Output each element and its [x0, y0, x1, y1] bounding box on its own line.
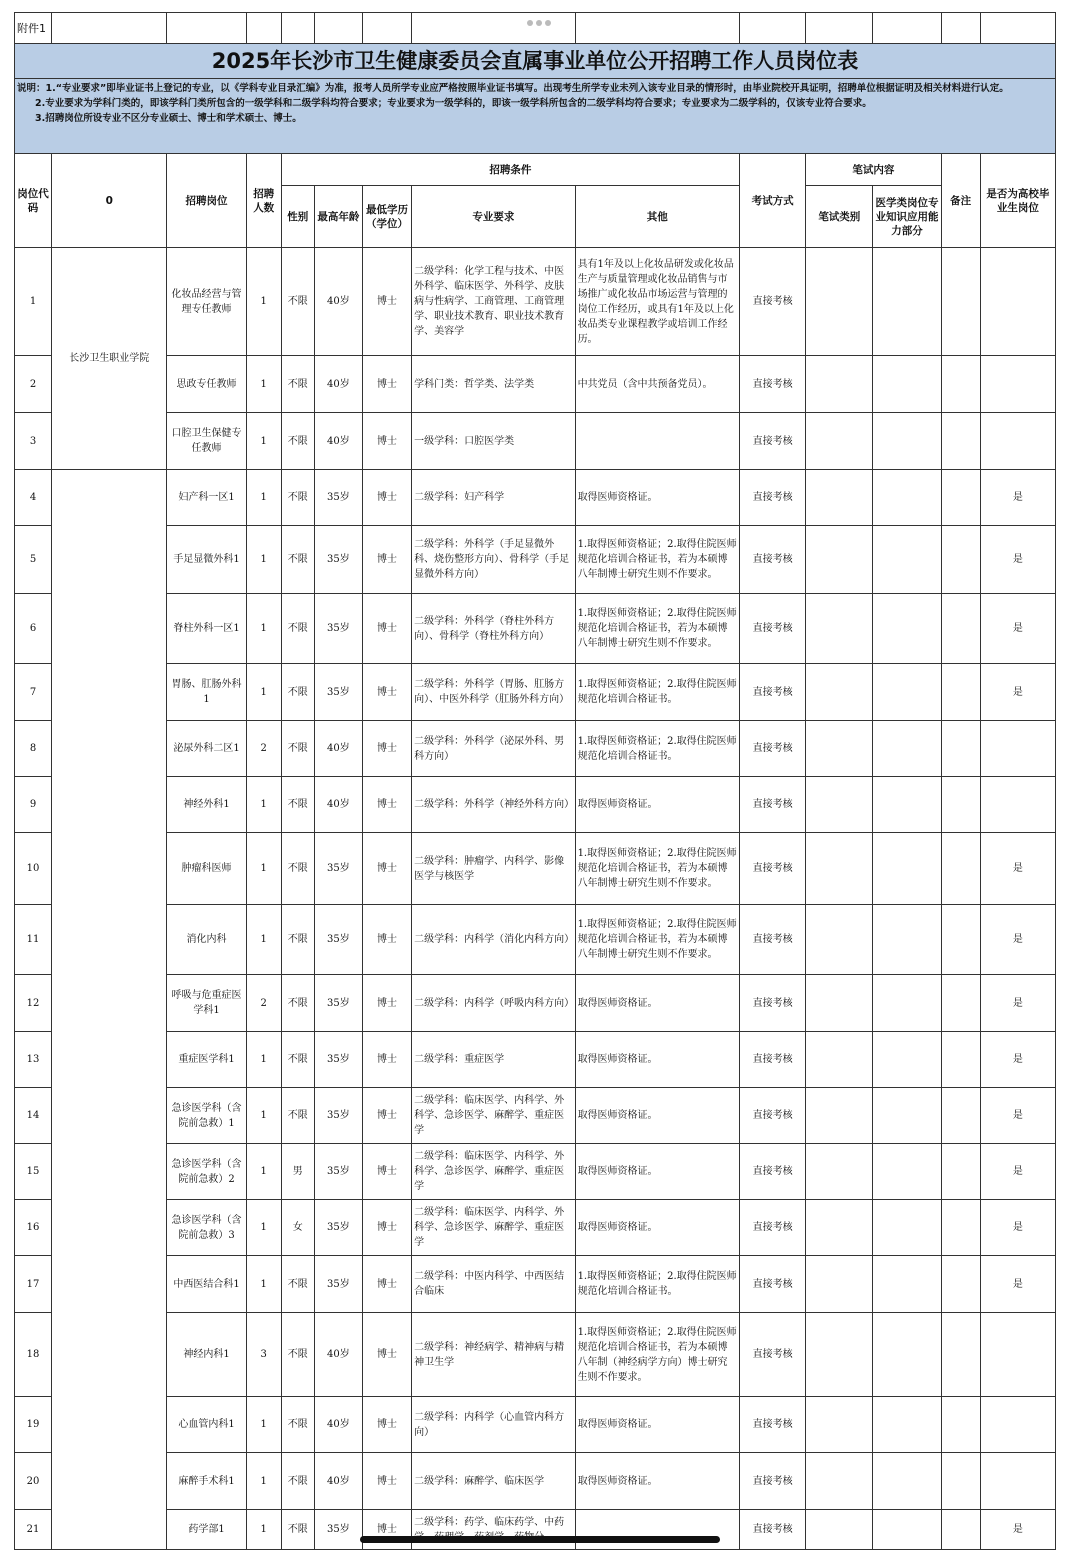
cell-code: 12	[15, 975, 52, 1032]
header-med-part: 医学类岗位专业知识应用能力部分	[873, 186, 941, 248]
cell-edu: 博士	[362, 248, 411, 356]
cell-grad: 是	[980, 470, 1055, 526]
header-major: 专业要求	[412, 186, 575, 248]
cell-post: 麻醉手术科1	[167, 1453, 246, 1510]
cell-edu: 博士	[362, 1144, 411, 1200]
cell-other: 取得医师资格证。	[575, 1032, 739, 1088]
cell-major: 二级学科：外科学（脊柱外科方向）、骨科学（脊柱外科方向）	[412, 594, 575, 664]
header-exam-method: 考试方式	[740, 154, 806, 248]
header-unit: 0	[52, 154, 167, 248]
cell-post: 口腔卫生保健专任教师	[167, 413, 246, 470]
cell-edu: 博士	[362, 413, 411, 470]
note-2: 2.专业要求为学科门类的，即该学科门类所包含的一级学科和二级学科均符合要求；专业要求为一级学科的，即该一级学科所包含的二级学科均符合要求；专业要求为二级学科的，仅该专业符合要求。	[35, 98, 872, 109]
page-title: 2025年长沙市卫生健康委员会直属事业单位公开招聘工作人员岗位表	[15, 44, 1056, 79]
cell-exam: 直接考核	[740, 721, 806, 777]
table-row	[15, 248, 1056, 356]
cell-post: 重症医学科1	[167, 1032, 246, 1088]
cell-major: 二级学科：内科学（心血管内科方向）	[412, 1397, 575, 1453]
cell-edu: 博士	[362, 664, 411, 721]
cell-exam: 直接考核	[740, 413, 806, 470]
cell-major: 二级学科：内科学（呼吸内科方向）	[412, 975, 575, 1032]
cell-gender: 不限	[281, 1088, 314, 1144]
cell-exam: 直接考核	[740, 905, 806, 975]
cell-exam: 直接考核	[740, 1313, 806, 1397]
header-written-type: 笔试类别	[806, 186, 873, 248]
cell-age: 35岁	[314, 975, 362, 1032]
cell-unit: 长沙卫生职业学院	[52, 248, 167, 470]
cell-code: 18	[15, 1313, 52, 1397]
table-row	[15, 905, 1056, 975]
cell-edu: 博士	[362, 470, 411, 526]
cell-code: 6	[15, 594, 52, 664]
cell-exam: 直接考核	[740, 526, 806, 594]
cell-exam: 直接考核	[740, 1032, 806, 1088]
cell-gender: 男	[281, 1144, 314, 1200]
table-row	[15, 777, 1056, 833]
cell-post: 妇产科一区1	[167, 470, 246, 526]
cell-code: 11	[15, 905, 52, 975]
cell-count: 1	[246, 777, 281, 833]
cell-code: 13	[15, 1032, 52, 1088]
cell-edu: 博士	[362, 526, 411, 594]
table-row	[15, 1144, 1056, 1200]
cell-grad	[980, 248, 1055, 356]
cell-age: 35岁	[314, 1088, 362, 1144]
table-row	[15, 1453, 1056, 1510]
cell-other: 1.取得医师资格证；2.取得住院医师规范化培训合格证书，若为本硕博八年制博士研究生则不作要求。	[575, 833, 739, 905]
cell-gender: 不限	[281, 470, 314, 526]
cell-code: 2	[15, 356, 52, 413]
cell-exam: 直接考核	[740, 1256, 806, 1313]
cell-count: 3	[246, 1313, 281, 1397]
cell-other: 1.取得医师资格证；2.取得住院医师规范化培训合格证书，若为本硕博八年制博士研究生则不作要求。	[575, 594, 739, 664]
cell-edu: 博士	[362, 975, 411, 1032]
cell-count: 1	[246, 470, 281, 526]
cell-post: 脊柱外科一区1	[167, 594, 246, 664]
cell-other: 取得医师资格证。	[575, 1397, 739, 1453]
cell-count: 1	[246, 413, 281, 470]
cell-other: 1.取得医师资格证；2.取得住院医师规范化培训合格证书。	[575, 721, 739, 777]
cell-code: 14	[15, 1088, 52, 1144]
cell-count: 1	[246, 1088, 281, 1144]
cell-post: 手足显微外科1	[167, 526, 246, 594]
cell-other: 1.取得医师资格证；2.取得住院医师规范化培训合格证书。	[575, 1256, 739, 1313]
cell-edu: 博士	[362, 777, 411, 833]
cell-age: 35岁	[314, 526, 362, 594]
cell-post: 神经外科1	[167, 777, 246, 833]
recruitment-sheet	[14, 12, 1056, 1550]
cell-gender: 不限	[281, 248, 314, 356]
cell-count: 1	[246, 1032, 281, 1088]
header-is-grad: 是否为高校毕业生岗位	[980, 154, 1055, 248]
cell-edu: 博士	[362, 1510, 411, 1550]
cell-exam: 直接考核	[740, 1144, 806, 1200]
cell-exam: 直接考核	[740, 356, 806, 413]
cell-major: 二级学科：神经病学、精神病与精神卫生学	[412, 1313, 575, 1397]
table-row	[15, 1313, 1056, 1397]
cell-post: 药学部1	[167, 1510, 246, 1550]
cell-code: 15	[15, 1144, 52, 1200]
cell-exam: 直接考核	[740, 248, 806, 356]
table-row	[15, 594, 1056, 664]
cell-code: 16	[15, 1200, 52, 1256]
cell-gender: 不限	[281, 526, 314, 594]
cell-gender: 不限	[281, 833, 314, 905]
cell-exam: 直接考核	[740, 1510, 806, 1550]
cell-gender: 不限	[281, 777, 314, 833]
table-row	[15, 1256, 1056, 1313]
cell-count: 1	[246, 356, 281, 413]
cell-other: 1.取得医师资格证；2.取得住院医师规范化培训合格证书，若为本硕博八年制（神经病学方向）博士研究生则不作要求。	[575, 1313, 739, 1397]
cell-major: 二级学科：内科学（消化内科方向）	[412, 905, 575, 975]
cell-grad	[980, 1397, 1055, 1453]
cell-grad: 是	[980, 905, 1055, 975]
cell-edu: 博士	[362, 356, 411, 413]
cell-gender: 不限	[281, 1453, 314, 1510]
cell-major: 一级学科：口腔医学类	[412, 413, 575, 470]
cell-exam: 直接考核	[740, 470, 806, 526]
cell-post: 心血管内科1	[167, 1397, 246, 1453]
cell-post: 泌尿外科二区1	[167, 721, 246, 777]
cell-post: 急诊医学科（含院前急救）3	[167, 1200, 246, 1256]
header-max-age: 最高年龄	[314, 186, 362, 248]
cell-grad: 是	[980, 1144, 1055, 1200]
cell-age: 35岁	[314, 1256, 362, 1313]
cell-age: 35岁	[314, 664, 362, 721]
cell-gender: 不限	[281, 1510, 314, 1550]
cell-major: 二级学科：重症医学	[412, 1032, 575, 1088]
header-other: 其他	[575, 186, 739, 248]
cell-post: 胃肠、肛肠外科1	[167, 664, 246, 721]
header-remark: 备注	[941, 154, 980, 248]
cell-edu: 博士	[362, 1088, 411, 1144]
cell-age: 40岁	[314, 356, 362, 413]
cell-major: 二级学科：临床医学、内科学、外科学、急诊医学、麻醉学、重症医学	[412, 1200, 575, 1256]
cell-other	[575, 413, 739, 470]
position-table	[14, 12, 1056, 1550]
cell-count: 1	[246, 1453, 281, 1510]
cell-grad: 是	[980, 594, 1055, 664]
table-row	[15, 356, 1056, 413]
cell-age: 40岁	[314, 1397, 362, 1453]
cell-post: 消化内科	[167, 905, 246, 975]
cell-count: 1	[246, 248, 281, 356]
cell-edu: 博士	[362, 1453, 411, 1510]
cell-other: 取得医师资格证。	[575, 1453, 739, 1510]
cell-grad	[980, 1453, 1055, 1510]
table-row	[15, 664, 1056, 721]
cell-age: 35岁	[314, 470, 362, 526]
cell-gender: 不限	[281, 1313, 314, 1397]
table-row	[15, 721, 1056, 777]
cell-major: 二级学科：临床医学、内科学、外科学、急诊医学、麻醉学、重症医学	[412, 1088, 575, 1144]
cell-age: 40岁	[314, 777, 362, 833]
cell-code: 7	[15, 664, 52, 721]
cell-age: 35岁	[314, 1510, 362, 1550]
cell-gender: 不限	[281, 905, 314, 975]
cell-grad: 是	[980, 1088, 1055, 1144]
cell-grad	[980, 413, 1055, 470]
cell-grad: 是	[980, 1510, 1055, 1550]
cell-post: 思政专任教师	[167, 356, 246, 413]
note-3: 3.招聘岗位所设专业不区分专业硕士、博士和学术硕士、博士。	[35, 113, 302, 124]
cell-other: 1.取得医师资格证；2.取得住院医师规范化培训合格证书。	[575, 664, 739, 721]
cell-gender: 不限	[281, 413, 314, 470]
cell-code: 4	[15, 470, 52, 526]
cell-other: 取得医师资格证。	[575, 470, 739, 526]
cell-post: 肿瘤科医师	[167, 833, 246, 905]
cell-other: 具有1年及以上化妆品研发或化妆品生产与质量管理或化妆品销售与市场推广或化妆品市场运营与管理的岗位工作经历，或具有1年及以上化妆品类专业课程教学或培训工作经历。	[575, 248, 739, 356]
cell-post: 中西医结合科1	[167, 1256, 246, 1313]
cell-other: 取得医师资格证。	[575, 1144, 739, 1200]
cell-gender: 不限	[281, 664, 314, 721]
cell-post: 呼吸与危重症医学科1	[167, 975, 246, 1032]
cell-count: 1	[246, 905, 281, 975]
cell-code: 10	[15, 833, 52, 905]
table-row	[15, 975, 1056, 1032]
header-conditions: 招聘条件	[281, 154, 739, 186]
cell-count: 1	[246, 833, 281, 905]
cell-code: 8	[15, 721, 52, 777]
cell-exam: 直接考核	[740, 1397, 806, 1453]
cell-gender: 不限	[281, 721, 314, 777]
cell-gender: 不限	[281, 594, 314, 664]
cell-count: 1	[246, 526, 281, 594]
cell-edu: 博士	[362, 1313, 411, 1397]
cell-other	[575, 1510, 739, 1550]
table-row	[15, 833, 1056, 905]
cell-edu: 博士	[362, 594, 411, 664]
cell-age: 35岁	[314, 833, 362, 905]
cell-age: 40岁	[314, 1453, 362, 1510]
cell-gender: 不限	[281, 1256, 314, 1313]
cell-age: 35岁	[314, 905, 362, 975]
cell-edu: 博士	[362, 721, 411, 777]
cell-grad: 是	[980, 975, 1055, 1032]
cell-code: 20	[15, 1453, 52, 1510]
cell-gender: 不限	[281, 975, 314, 1032]
cell-major: 二级学科：外科学（泌尿外科、男科方向）	[412, 721, 575, 777]
cell-post: 化妆品经营与管理专任教师	[167, 248, 246, 356]
header-code: 岗位代码	[15, 154, 52, 248]
cell-other: 取得医师资格证。	[575, 777, 739, 833]
cell-exam: 直接考核	[740, 975, 806, 1032]
cell-grad: 是	[980, 833, 1055, 905]
cell-grad: 是	[980, 1256, 1055, 1313]
cell-count: 1	[246, 664, 281, 721]
cell-major: 二级学科：麻醉学、临床医学	[412, 1453, 575, 1510]
cell-grad: 是	[980, 1032, 1055, 1088]
cell-age: 40岁	[314, 1313, 362, 1397]
cell-gender: 女	[281, 1200, 314, 1256]
cell-age: 35岁	[314, 1144, 362, 1200]
cell-exam: 直接考核	[740, 833, 806, 905]
cell-major: 二级学科：临床医学、内科学、外科学、急诊医学、麻醉学、重症医学	[412, 1144, 575, 1200]
cell-major: 二级学科：外科学（手足显微外科、烧伤整形方向）、骨科学（手足显微外科方向）	[412, 526, 575, 594]
cell-age: 40岁	[314, 413, 362, 470]
cell-edu: 博士	[362, 833, 411, 905]
table-row	[15, 526, 1056, 594]
cell-code: 21	[15, 1510, 52, 1550]
cell-post: 急诊医学科（含院前急救）2	[167, 1144, 246, 1200]
cell-other: 取得医师资格证。	[575, 975, 739, 1032]
cell-count: 1	[246, 1144, 281, 1200]
cell-edu: 博士	[362, 1032, 411, 1088]
cell-grad	[980, 356, 1055, 413]
cell-grad	[980, 777, 1055, 833]
cell-gender: 不限	[281, 1032, 314, 1088]
cell-exam: 直接考核	[740, 1200, 806, 1256]
cell-code: 9	[15, 777, 52, 833]
note-1: 说明：1.“专业要求”即毕业证书上登记的专业，以《学科专业目录汇编》为准，报考人员所学专业应严格按照毕业证书填写。出现考生所学专业未列入该专业目录的情形时，由毕业院校开具证明，招聘单位根据证明及相关材料进行认定。	[17, 83, 1009, 94]
table-row	[15, 1397, 1056, 1453]
cell-code: 5	[15, 526, 52, 594]
header-post: 招聘岗位	[167, 154, 246, 248]
cell-edu: 博士	[362, 1397, 411, 1453]
cell-other: 取得医师资格证。	[575, 1200, 739, 1256]
cell-code: 1	[15, 248, 52, 356]
cell-edu: 博士	[362, 1200, 411, 1256]
cell-post: 急诊医学科（含院前急救）1	[167, 1088, 246, 1144]
cell-count: 1	[246, 1200, 281, 1256]
cell-major: 二级学科：外科学（胃肠、肛肠方向）、中医外科学（肛肠外科方向）	[412, 664, 575, 721]
cell-major: 二级学科：妇产科学	[412, 470, 575, 526]
cell-count: 1	[246, 594, 281, 664]
table-row	[15, 1200, 1056, 1256]
cell-count: 2	[246, 721, 281, 777]
cell-exam: 直接考核	[740, 664, 806, 721]
cell-gender: 不限	[281, 1397, 314, 1453]
cell-exam: 直接考核	[740, 777, 806, 833]
cell-major: 二级学科：外科学（神经外科方向）	[412, 777, 575, 833]
cell-grad: 是	[980, 1200, 1055, 1256]
cell-count: 2	[246, 975, 281, 1032]
cell-exam: 直接考核	[740, 1453, 806, 1510]
cell-code: 3	[15, 413, 52, 470]
table-row	[15, 1088, 1056, 1144]
cell-age: 35岁	[314, 1200, 362, 1256]
cell-exam: 直接考核	[740, 1088, 806, 1144]
cell-count: 1	[246, 1256, 281, 1313]
cell-count: 1	[246, 1397, 281, 1453]
cell-major: 学科门类：哲学类、法学类	[412, 356, 575, 413]
cell-edu: 博士	[362, 1256, 411, 1313]
cell-gender: 不限	[281, 356, 314, 413]
table-row	[15, 1510, 1056, 1550]
home-indicator[interactable]	[360, 1536, 720, 1543]
cell-major: 二级学科：肿瘤学、内科学、影像医学与核医学	[412, 833, 575, 905]
notes-block	[15, 79, 1056, 154]
cell-major: 二级学科：中医内科学、中西医结合临床	[412, 1256, 575, 1313]
cell-major: 二级学科：药学、临床药学、中药	[412, 1510, 575, 1550]
cell-age: 40岁	[314, 248, 362, 356]
header-count: 招聘人数	[246, 154, 281, 248]
cell-age: 40岁	[314, 721, 362, 777]
cell-count: 1	[246, 1510, 281, 1550]
cell-code: 19	[15, 1397, 52, 1453]
cell-grad: 是	[980, 664, 1055, 721]
cell-unit-blank	[52, 470, 167, 1550]
annex-label: 附件1	[15, 13, 52, 44]
cell-other: 取得医师资格证。	[575, 1088, 739, 1144]
table-row	[15, 470, 1056, 526]
cell-edu: 博士	[362, 905, 411, 975]
header-edu: 最低学历（学位）	[362, 186, 411, 248]
cell-age: 35岁	[314, 1032, 362, 1088]
cell-grad: 是	[980, 526, 1055, 594]
cell-other: 1.取得医师资格证；2.取得住院医师规范化培训合格证书，若为本硕博八年制博士研究生则不作要求。	[575, 526, 739, 594]
cell-grad	[980, 721, 1055, 777]
cell-other: 1.取得医师资格证；2.取得住院医师规范化培训合格证书，若为本硕博八年制博士研究生则不作要求。	[575, 905, 739, 975]
header-written: 笔试内容	[806, 154, 941, 186]
cell-grad	[980, 1313, 1055, 1397]
cell-age: 35岁	[314, 594, 362, 664]
cell-major: 二级学科：化学工程与技术、中医外科学、临床医学、外科学、皮肤病与性病学、工商管理、工商管理学、职业技术教育、职业技术教育学、美容学	[412, 248, 575, 356]
cell-exam: 直接考核	[740, 594, 806, 664]
cell-other: 中共党员（含中共预备党员）。	[575, 356, 739, 413]
table-row	[15, 1032, 1056, 1088]
table-row	[15, 413, 1056, 470]
cell-post: 神经内科1	[167, 1313, 246, 1397]
header-gender: 性别	[281, 186, 314, 248]
cell-code: 17	[15, 1256, 52, 1313]
